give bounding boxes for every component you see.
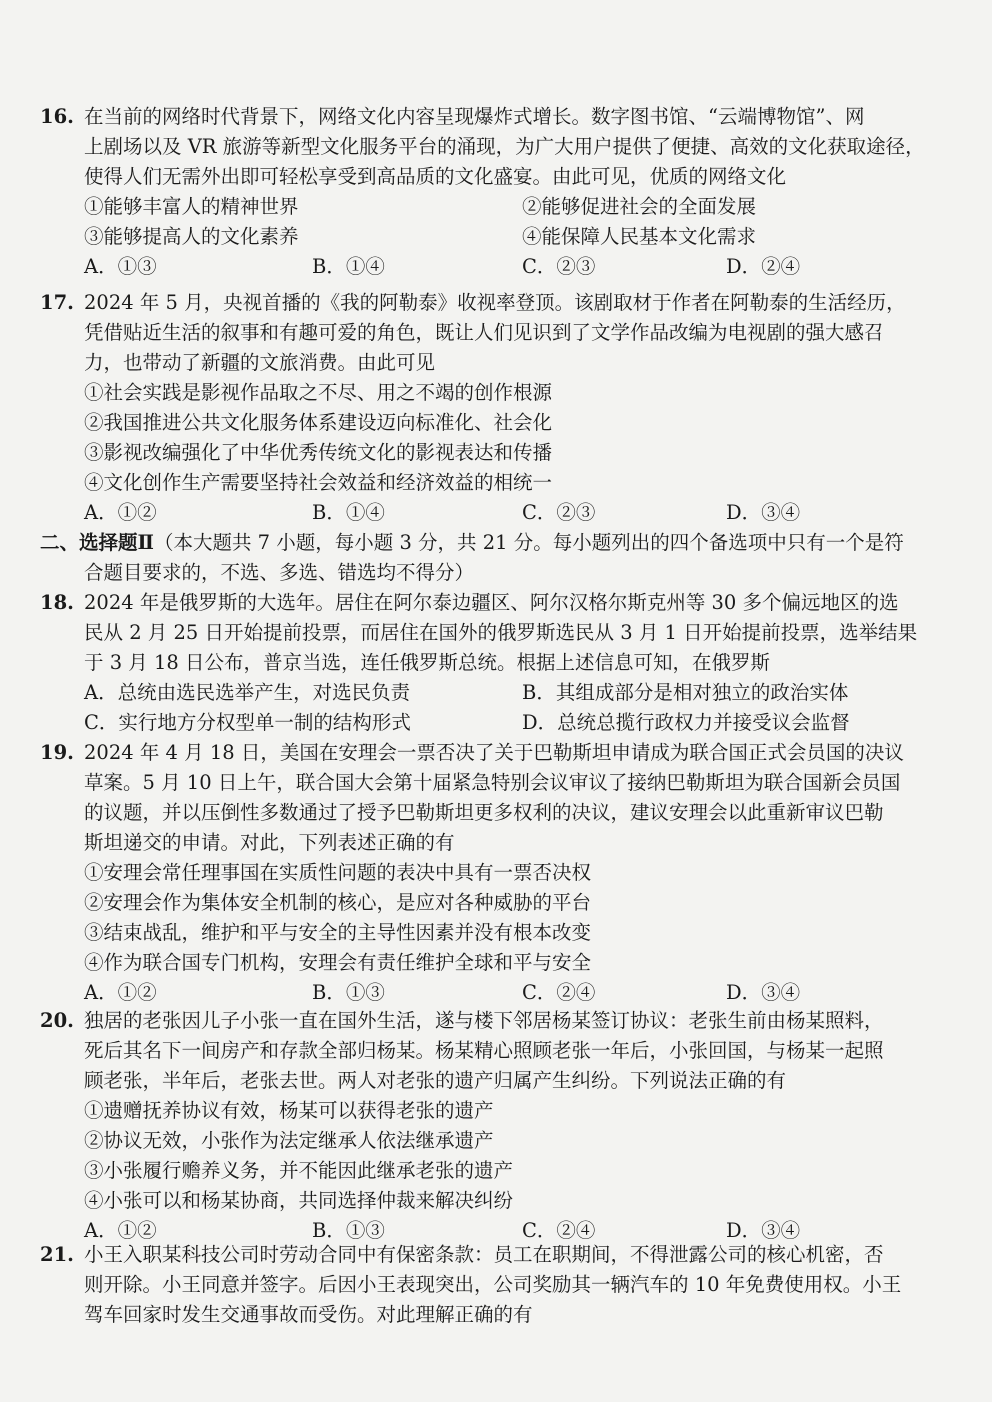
question-stem-line: 2024 年是俄罗斯的大选年。居住在阿尔泰边疆区、阿尔汉格尔斯克州等 30 多个偏远地区的选	[84, 591, 899, 614]
question-21	[40, 1240, 940, 1330]
option-c[interactable]: C．②④	[522, 1219, 596, 1242]
question-stem-line: 力，也带动了新疆的文旅消费。由此可见	[84, 351, 436, 374]
question-stem-line: 驾车回家时发生交通事故而受伤。对此理解正确的有	[84, 1303, 533, 1326]
option-a[interactable]: A．①③	[84, 255, 157, 278]
option-c[interactable]: C．②③	[522, 255, 596, 278]
question-number: 20.	[40, 1009, 74, 1032]
question-stem-line: 死后其名下一间房产和存款全部归杨某。杨某精心照顾老张一年后，小张回国，与杨某一起照	[84, 1039, 884, 1062]
question-17	[40, 288, 940, 528]
question-16	[40, 102, 940, 282]
answer-options	[40, 978, 940, 1008]
question-number: 16.	[40, 105, 74, 128]
option-a[interactable]: A．①②	[84, 501, 157, 524]
question-stem-line: 2024 年 4 月 18 日，美国在安理会一票否决了关于巴勒斯坦申请成为联合国正式会员国的决议	[84, 741, 904, 764]
question-number: 21.	[40, 1243, 74, 1266]
option-d[interactable]: D．③④	[726, 501, 801, 524]
question-stem-line: 的议题，并以压倒性多数通过了授予巴勒斯坦更多权利的决议，建议安理会以此重新审议巴勒	[84, 801, 884, 824]
statement-1: ①遗赠抚养协议有效，杨某可以获得老张的遗产	[84, 1099, 494, 1122]
question-stem-line: 凭借贴近生活的叙事和有趣可爱的角色，既让人们见识到了文学作品改编为电视剧的强大感召	[84, 321, 884, 344]
question-number: 19.	[40, 741, 74, 764]
option-b[interactable]: B．其组成部分是相对独立的政治实体	[522, 681, 849, 704]
question-stem-line: 于 3 月 18 日公布，普京当选，连任俄罗斯总统。根据上述信息可知，在俄罗斯	[84, 651, 771, 674]
option-b[interactable]: B．①④	[312, 501, 385, 524]
question-stem-line: 小王入职某科技公司时劳动合同中有保密条款：员工在职期间，不得泄露公司的核心机密，否	[84, 1243, 884, 1266]
option-b[interactable]: B．①③	[312, 981, 385, 1004]
option-c[interactable]: C．②③	[522, 501, 596, 524]
statement-3: ③小张履行赡养义务，并不能因此继承老张的遗产	[84, 1159, 514, 1182]
question-stem-line: 上剧场以及 VR 旅游等新型文化服务平台的涌现，为广大用户提供了便捷、高效的文化获取途径，	[84, 135, 925, 158]
section-instructions: （本大题共 7 小题，每小题 3 分，共 21 分。每小题列出的四个备选项中只有一个是符	[153, 531, 904, 554]
statement-4: ④小张可以和杨某协商，共同选择仲裁来解决纠纷	[84, 1189, 514, 1212]
statement-4: ④作为联合国专门机构，安理会有责任维护全球和平与安全	[84, 951, 592, 974]
question-20	[40, 1006, 940, 1246]
statement-1: ①能够丰富人的精神世界	[84, 195, 299, 218]
statement-1: ①安理会常任理事国在实质性问题的表决中具有一票否决权	[84, 861, 592, 884]
question-stem-line: 斯坦递交的申请。对此，下列表述正确的有	[84, 831, 455, 854]
statement-1: ①社会实践是影视作品取之不尽、用之不竭的创作根源	[84, 381, 553, 404]
question-19	[40, 738, 940, 1008]
statement-2: ②能够促进社会的全面发展	[522, 195, 757, 218]
statement-2: ②我国推进公共文化服务体系建设迈向标准化、社会化	[84, 411, 553, 434]
statement-4: ④能保障人民基本文化需求	[522, 225, 757, 248]
question-stem-line: 草案。5 月 10 日上午，联合国大会第十届紧急特别会议审议了接纳巴勒斯坦为联合国新会员国	[84, 771, 901, 794]
option-b[interactable]: B．①③	[312, 1219, 385, 1242]
question-stem-line: 顾老张，半年后，老张去世。两人对老张的遗产归属产生纠纷。下列说法正确的有	[84, 1069, 787, 1092]
option-b[interactable]: B．①④	[312, 255, 385, 278]
option-d[interactable]: D．②④	[726, 255, 801, 278]
statement-3: ③结束战乱，维护和平与安全的主导性因素并没有根本改变	[84, 921, 592, 944]
option-a[interactable]: A．①②	[84, 981, 157, 1004]
option-a[interactable]: A．①②	[84, 1219, 157, 1242]
option-c[interactable]: C．实行地方分权型单一制的结构形式	[84, 711, 411, 734]
question-number: 18.	[40, 591, 74, 614]
question-18	[40, 588, 940, 738]
option-d[interactable]: D．总统总揽行政权力并接受议会监督	[522, 711, 850, 734]
question-stem-line: 使得人们无需外出即可轻松享受到高品质的文化盛宴。由此可见，优质的网络文化	[84, 165, 787, 188]
option-d[interactable]: D．③④	[726, 981, 801, 1004]
statement-2: ②安理会作为集体安全机制的核心，是应对各种威胁的平台	[84, 891, 592, 914]
question-stem-line: 民从 2 月 25 日开始提前投票，而居住在国外的俄罗斯选民从 3 月 1 日开始提前投票，选举结果	[84, 621, 918, 644]
option-a[interactable]: A．总统由选民选举产生，对选民负责	[84, 681, 411, 704]
question-stem-line: 则开除。小王同意并签字。后因小王表现突出，公司奖励其一辆汽车的 10 年免费使用权。小王	[84, 1273, 902, 1296]
answer-options	[40, 252, 940, 282]
section-2-heading	[40, 528, 940, 588]
statement-4: ④文化创作生产需要坚持社会效益和经济效益的相统一	[84, 471, 553, 494]
question-stem-line: 在当前的网络时代背景下，网络文化内容呈现爆炸式增长。数字图书馆、“云端博物馆”、网	[84, 105, 865, 128]
statement-3: ③影视改编强化了中华优秀传统文化的影视表达和传播	[84, 441, 553, 464]
statement-2: ②协议无效，小张作为法定继承人依法继承遗产	[84, 1129, 494, 1152]
option-c[interactable]: C．②④	[522, 981, 596, 1004]
question-stem-line: 独居的老张因儿子小张一直在国外生活，遂与楼下邻居杨某签订协议：老张生前由杨某照料，	[84, 1009, 884, 1032]
option-d[interactable]: D．③④	[726, 1219, 801, 1242]
section-instructions: 合题目要求的，不选、多选、错选均不得分）	[84, 561, 475, 584]
question-stem-line: 2024 年 5 月，央视首播的《我的阿勒泰》收视率登顶。该剧取材于作者在阿勒泰的生活经历，	[84, 291, 906, 314]
question-number: 17.	[40, 291, 74, 314]
section-title: 二、选择题Ⅱ	[40, 531, 154, 554]
statement-3: ③能够提高人的文化素养	[84, 225, 299, 248]
answer-options	[40, 498, 940, 528]
